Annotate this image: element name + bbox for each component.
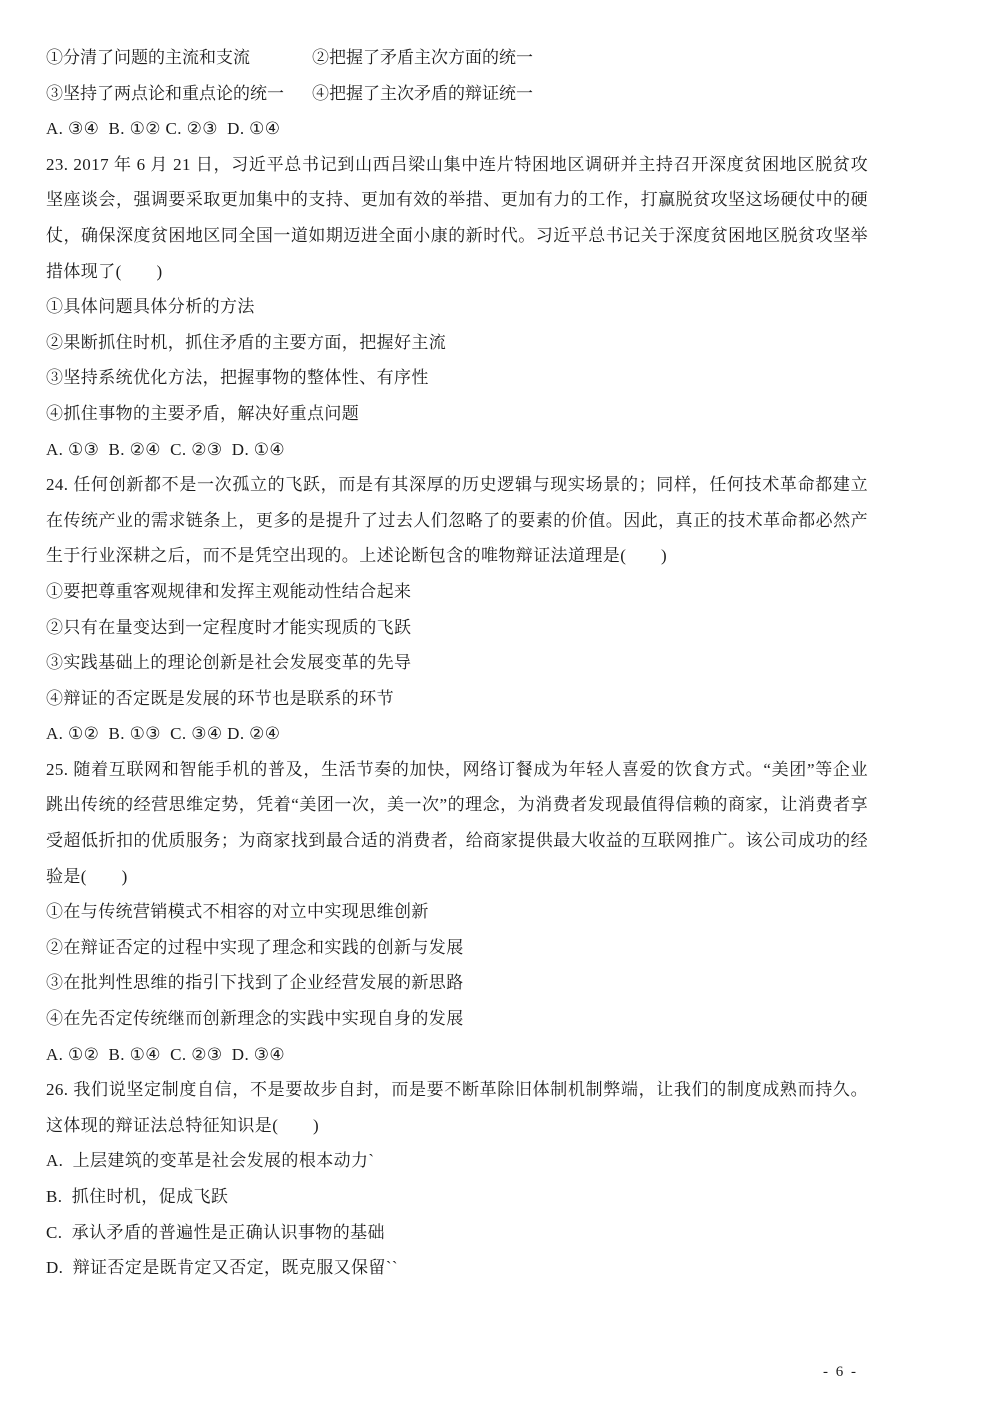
question-24-item-1: ①要把尊重客观规律和发挥主观能动性结合起来 [46,581,412,601]
question-26-choice-d: D. 辩证否定是既肯定又否定，既克服又保留`` [46,1258,398,1278]
continued-question-option-row-2 [46,76,868,112]
question-26-stem: 26. 我们说坚定制度自信，不是要故步自封，而是要不断革除旧体制机制弊端，让我们的制度成熟而持久。这体现的辩证法总特征知识是( ) [46,1080,868,1135]
continued-option-3: ③坚持了两点论和重点论的统一 [46,83,284,103]
page-content [46,40,868,1286]
question-23-item-3: ③坚持系统优化方法，把握事物的整体性、有序性 [46,368,429,388]
question-25-item-1: ①在与传统营销模式不相容的对立中实现思维创新 [46,902,429,922]
question-23-item-2: ②果断抓住时机，抓住矛盾的主要方面，把握好主流 [46,332,447,352]
question-24-answer-options: A. ①② B. ①③ C. ③④ D. ②④ [46,724,281,744]
question-26-choice-c: C. 承认矛盾的普遍性是正确认识事物的基础 [46,1222,385,1242]
question-23-answer-options: A. ①③ B. ②④ C. ②③ D. ①④ [46,439,286,459]
question-25-item-4: ④在先否定传统继而创新理念的实践中实现自身的发展 [46,1009,464,1029]
question-24-item-2: ②只有在量变达到一定程度时才能实现质的飞跃 [46,617,412,637]
question-25-stem: 25. 随着互联网和智能手机的普及，生活节奏的加快，网络订餐成为年轻人喜爱的饮食方式。“美团”等企业跳出传统的经营思维定势，凭着“美团一次，美一次”的理念，为消费者发现最值得信赖的商家，让消费者享受超低折扣的优质服务；为商家找到最合适的消费者，给商家提供最大收益的互联网推广。该公司成功的经验是( ) [46,759,868,886]
question-26-choice-b: B. 抓住时机，促成飞跃 [46,1187,229,1206]
question-24-stem: 24. 任何创新都不是一次孤立的飞跃，而是有其深厚的历史逻辑与现实场景的；同样，任何技术革命都建立在传统产业的需求链条上，更多的是提升了过去人们忽略了的要素的价值。因此，真正的技术革命都必然产生于行业深耕之后，而不是凭空出现的。上述论断包含的唯物辩证法道理是( ) [46,475,868,566]
question-23-stem: 23. 2017 年 6 月 21 日，习近平总书记到山西吕梁山集中连片特困地区调研并主持召开深度贫困地区脱贫攻坚座谈会，强调要采取更加集中的支持、更加有效的举措、更加有力的工作，打赢脱贫攻坚这场硬仗中的硬仗，确保深度贫困地区同全国一道如期迈进全面小康的新时代。习近平总书记关于深度贫困地区脱贫攻坚举措体现了( ) [46,154,868,281]
continued-question-option-row-1 [46,40,868,76]
question-23-item-1: ①具体问题具体分析的方法 [46,297,255,317]
question-25-answer-options: A. ①② B. ①④ C. ②③ D. ③④ [46,1044,286,1064]
question-25-item-3: ③在批判性思维的指引下找到了企业经营发展的新思路 [46,973,464,993]
continued-option-4: ④把握了主次矛盾的辩证统一 [312,83,533,103]
continued-question-answer-options: A. ③④ B. ①② C. ②③ D. ①④ [46,119,281,139]
question-24-item-4: ④辩证的否定既是发展的环节也是联系的环节 [46,688,394,708]
page-number: - 6 - [823,1364,858,1380]
question-23-item-4: ④抓住事物的主要矛盾，解决好重点问题 [46,403,360,423]
continued-option-1: ①分清了问题的主流和支流 [46,48,250,67]
continued-option-2: ②把握了矛盾主次方面的统一 [312,48,533,67]
question-26-choice-a: A. 上层建筑的变革是社会发展的根本动力` [46,1151,375,1171]
question-25-item-2: ②在辩证否定的过程中实现了理念和实践的创新与发展 [46,937,464,957]
question-24-item-3: ③实践基础上的理论创新是社会发展变革的先导 [46,653,412,673]
